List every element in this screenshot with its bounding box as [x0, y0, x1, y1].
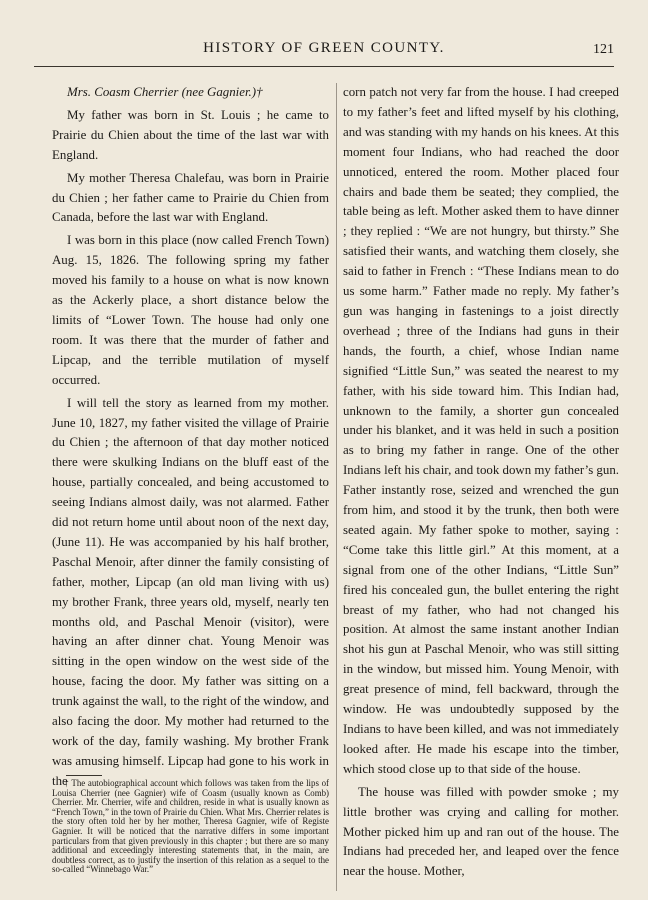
paragraph: My mother Theresa Chalefau, was born in Prairie du Chien ; her father came to Prairie du Chien from Canada, before the last war with England. [52, 170, 329, 225]
footnote-mark: † [256, 85, 263, 99]
paragraph: corn patch not very far from the house. I had creeped to my father’s feet and lifted myself by his clothing, and was standing with my hands on his knees. At this moment four Indians, who had reached the door unnoticed, entered the room. Mother placed four chairs and bade them be seated; they complied, the table being as left. Mother asked them to have dinner ; they replied : “We are not hungry, but thirsty.” She satisfied their wants, and watching them closely, she said to father in French : “These Indians mean to do us some harm.” Father made no reply. My father’s gun was hanging in fastenings to a joist directly overhead ; three of the Indians had guns in their hands, the fourth, a chief, whose Indian name signified “Little Sun,” was seated the nearest to my father, with his side toward him. This Indian had, unknown to the family, a shorter gun concealed under his blanket, and it was held in such a position as to bring my father in range. One of the other Indians left his chair, and took down my father’s gun. Father instantly rose, seized and wrenched the gun from him, and stood it by the trunk, then both were seated again. My father spoke to mother, saying : “Come take this little girl.” At this moment, at a signal from one of the other Indians, “Little Sun” fired his concealed gun, the bullet entering the right breast of my father, who had not changed his position. At almost the same instant another Indian shot his gun at Paschal Menoir, who was still sitting in the window, but missed him. Young Menoir, with great presence of mind, fell backward, through the window. He was undoubtedly supposed by the Indians to have been killed, and was not immediately looked after. He made his escape into the timber, which stood close up to that side of the house. [343, 85, 619, 776]
article-heading [52, 83, 329, 103]
page-header [0, 40, 648, 62]
heading-nee: (nee Gagnier.) [181, 85, 257, 99]
paragraph: I will tell the story as learned from my mother. June 10, 1827, my father visited the village of Prairie du Chien ; the afternoon of that day mother noticed there were skulking Indians on the bluff east of the house, partially concealed, and being accustomed to seeing Indians almost daily, was not alarmed. Father did not return home until about noon of the next day, (June 11). He was accompanied by his half brother, Paschal Menoir, after dinner the family consisting of father, mother, Lipcap (an old man living with us) my brother Frank, three years old, myself, nearly ten months old, and Paschal Menoir (visitor), were having an after dinner chat. Young Menoir was sitting in the open window on the west side of the house, facing the door. My father was sitting on a trunk against the wall, to the right of the window, and also facing the door. My mother had returned to the work of the day, family washing. My brother Frank was amusing himself. Lipcap had gone to his work in the [52, 395, 329, 788]
left-column [52, 83, 329, 795]
paragraph: I was born in this place (now called French Town) Aug. 15, 1826. The following spring my father moved his family to a house on what is now known as the Ackerly place, a short distance below the limits of “Lower Town. The house had only one room. It was there that the murder of father and Lipcap, and the terrible mutilation of myself occurred. [52, 233, 329, 387]
header-rule [34, 66, 614, 67]
running-title: HISTORY OF GREEN COUNTY. [203, 40, 445, 56]
footnote: † The autobiographical account which follows was taken from the lips of Louisa Cherrier (nee Gagnier) wife of Coasm (usually known as Comb) Cherrier. Mr. Cherrier, wife and children, reside in what is usually known as “French Town,” in the town of Prairie du Chien. What Mrs. Cherrier relates is the story often told her by her mother, Theresa Gagnier, wife of Registe Gagnier. It will be noticed that the narrative differs in some important particulars from that given previously in this chapter ; but there are so many additional and exceedingly interesting statements that, in the main, are doubtless correct, as to justify the insertion of this relation as a sequel to the so-called “Winnebago War.” [52, 778, 329, 875]
right-column [343, 83, 619, 885]
page-number: 121 [593, 42, 614, 57]
footnote-rule [66, 775, 102, 776]
column-divider [336, 83, 337, 891]
paragraph: The house was filled with powder smoke ; my little brother was crying and calling for mother. Mother picked him up and ran out of the house. The Indians had preceded her, and leaped over the fence near the house. Mother, [343, 784, 619, 879]
heading-name: Mrs. Coasm Cherrier [67, 85, 179, 99]
paragraph: My father was born in St. Louis ; he came to Prairie du Chien about the time of the last war with England. [52, 107, 329, 162]
